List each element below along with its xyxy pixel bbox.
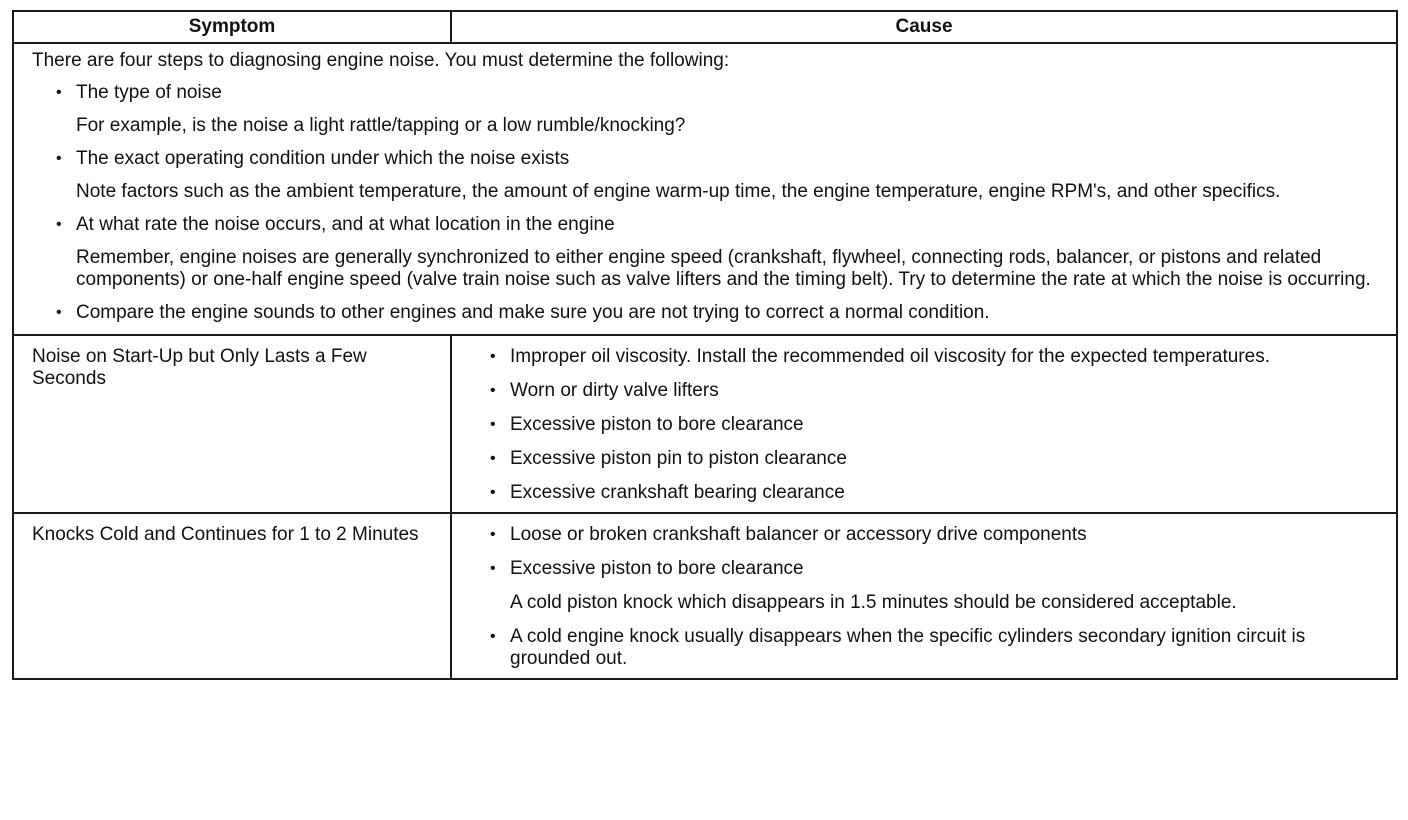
- step-title: At what rate the noise occurs, and at what location in the engine: [76, 214, 615, 235]
- cause-text: Excessive piston pin to piston clearance: [510, 448, 847, 469]
- cause-note: A cold piston knock which disappears in 1.5 minutes should be considered acceptable.: [510, 592, 1237, 613]
- intro-row: [13, 43, 1397, 335]
- cause-text: Worn or dirty valve lifters: [510, 380, 719, 401]
- cause-item: [488, 482, 1376, 504]
- bullet-icon: •: [490, 348, 496, 365]
- step-note: Note factors such as the ambient temperature, the amount of engine warm-up time, the engine temperature, engine RPM's, and other specifics.: [76, 181, 1281, 202]
- diagnosis-step: [54, 302, 1382, 324]
- cause-text: Excessive piston to bore clearance: [510, 414, 804, 435]
- bullet-icon: •: [56, 150, 62, 167]
- step-title: The type of noise: [76, 82, 222, 103]
- step-title: Compare the engine sounds to other engines and make sure you are not trying to correct a normal condition.: [76, 302, 990, 323]
- symptom-row: [13, 513, 1397, 679]
- header-row: [13, 11, 1397, 43]
- intro-cell: [13, 43, 1397, 335]
- cause-text: Excessive crankshaft bearing clearance: [510, 482, 845, 503]
- cause-item: [488, 346, 1376, 368]
- header-cause: Cause: [451, 11, 1397, 43]
- cause-cell: [451, 335, 1397, 513]
- cause-text: A cold engine knock usually disappears when the specific cylinders secondary ignition circuit is grounded out.: [510, 626, 1306, 669]
- step-note: For example, is the noise a light rattle/tapping or a low rumble/knocking?: [76, 115, 686, 136]
- bullet-icon: •: [490, 526, 496, 543]
- bullet-icon: •: [490, 484, 496, 501]
- cause-item: [488, 414, 1376, 436]
- header-symptom: Symptom: [13, 11, 451, 43]
- cause-text: Loose or broken crankshaft balancer or accessory drive components: [510, 524, 1087, 545]
- cause-cell: [451, 513, 1397, 679]
- bullet-icon: •: [490, 416, 496, 433]
- cause-list: [488, 346, 1376, 504]
- bullet-icon: •: [490, 450, 496, 467]
- symptom-row: [13, 335, 1397, 513]
- diagnosis-step: [54, 82, 1382, 137]
- bullet-icon: •: [56, 216, 62, 233]
- cause-item: [488, 380, 1376, 402]
- step-title: The exact operating condition under which the noise exists: [76, 148, 570, 169]
- cause-item: [488, 626, 1376, 670]
- bullet-icon: •: [490, 382, 496, 399]
- bullet-icon: •: [56, 304, 62, 321]
- symptom-cell: Knocks Cold and Continues for 1 to 2 Minutes: [13, 513, 451, 679]
- diagnosis-table: [12, 10, 1398, 680]
- intro-text: There are four steps to diagnosing engine noise. You must determine the following:: [32, 50, 730, 71]
- cause-item: [488, 558, 1376, 614]
- cause-item: [488, 448, 1376, 470]
- bullet-icon: •: [56, 84, 62, 101]
- diagnosis-step: [54, 148, 1382, 203]
- bullet-icon: •: [490, 628, 496, 645]
- cause-text: Improper oil viscosity. Install the recommended oil viscosity for the expected temperatures.: [510, 346, 1270, 367]
- diagnosis-step: [54, 214, 1382, 291]
- bullet-icon: •: [490, 560, 496, 577]
- cause-item: [488, 524, 1376, 546]
- step-note: Remember, engine noises are generally synchronized to either engine speed (crankshaft, flywheel, connecting rods, balancer, or pistons and related components) or one-half engine speed (valve train noise such as valve lifters and the timing belt). Try to determine the rate at which the noise is occurring.: [76, 247, 1371, 290]
- diagnosis-steps-list: [32, 82, 1382, 324]
- cause-list: [488, 524, 1376, 670]
- symptom-cell: Noise on Start-Up but Only Lasts a Few Seconds: [13, 335, 451, 513]
- cause-text: Excessive piston to bore clearance: [510, 558, 804, 579]
